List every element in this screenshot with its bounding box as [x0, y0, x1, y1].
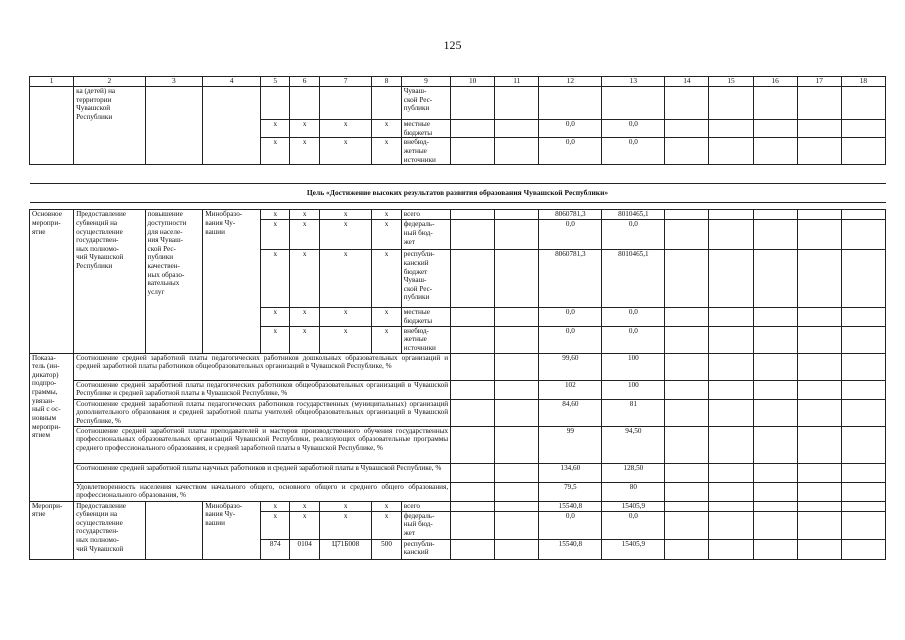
value-cell: 0,0 — [539, 326, 602, 353]
value-cell: 0,0 — [539, 120, 602, 138]
empty-cell — [797, 138, 841, 165]
empty-cell — [709, 250, 753, 308]
value-cell: 99 — [539, 426, 602, 463]
empty-cell — [753, 426, 797, 463]
value-cell: 15540,8 — [539, 539, 602, 559]
empty-cell — [495, 482, 539, 501]
column-number: 1 — [30, 77, 74, 87]
column-number: 9 — [401, 77, 450, 87]
budget-code-cell: x — [261, 138, 290, 165]
empty-cell — [709, 220, 753, 250]
empty-cell — [709, 138, 753, 165]
budget-code-cell: x — [372, 138, 401, 165]
empty-cell — [495, 210, 539, 220]
budget-code-cell: x — [290, 308, 319, 326]
empty-cell — [451, 87, 495, 120]
budget-code-cell: x — [319, 250, 372, 308]
empty-cell — [665, 482, 709, 501]
value-cell: 80 — [602, 482, 665, 501]
budget-code-cell: x — [290, 210, 319, 220]
value-cell: 8010465,1 — [602, 210, 665, 220]
empty-cell — [841, 463, 885, 482]
value-cell: 0,0 — [602, 511, 665, 539]
empty-cell — [495, 308, 539, 326]
empty-cell — [495, 138, 539, 165]
funding-source-cell: местные бюджеты — [401, 308, 450, 326]
empty-cell — [797, 482, 841, 501]
executor-cell: Минобразо- вания Чу- вашии — [203, 210, 261, 353]
column-number: 17 — [797, 77, 841, 87]
executor-cell — [203, 87, 261, 165]
empty-cell — [665, 399, 709, 426]
goal-cell: повышение доступности для населе- ния Чуваш- ской Рес- публики качествен- ных образо- вательных услуг — [145, 210, 203, 353]
column-number: 10 — [451, 77, 495, 87]
column-number: 6 — [290, 77, 319, 87]
spacer — [30, 165, 886, 184]
budget-code-cell: x — [290, 326, 319, 353]
empty-cell — [797, 426, 841, 463]
budget-code-cell: x — [372, 326, 401, 353]
empty-cell — [709, 326, 753, 353]
empty-cell — [709, 463, 753, 482]
empty-cell — [753, 463, 797, 482]
funding-source-cell: внебюд- жетные источники — [401, 138, 450, 165]
empty-cell — [753, 250, 797, 308]
value-cell: 15540,8 — [539, 501, 602, 511]
empty-cell — [665, 501, 709, 511]
funding-source-cell: внебюд- жетные источники — [401, 326, 450, 353]
budget-code-cell: x — [290, 220, 319, 250]
empty-cell — [797, 501, 841, 511]
empty-cell — [451, 120, 495, 138]
empty-cell — [665, 138, 709, 165]
empty-cell — [753, 539, 797, 559]
budget-code-cell: 500 — [372, 539, 401, 559]
budget-code-cell: x — [261, 501, 290, 511]
budget-code-cell: x — [261, 210, 290, 220]
measure-name-cell: ка (детей) на территории Чувашской Республики — [74, 87, 145, 165]
funding-source-cell: республи- канский бюджет Чуваш- ской Рес- публики — [401, 250, 450, 308]
funding-source-cell: Чуваш- ской Рес- публики — [401, 87, 450, 120]
value-cell: 99,60 — [539, 353, 602, 380]
empty-cell — [495, 120, 539, 138]
empty-cell — [495, 326, 539, 353]
empty-cell — [841, 326, 885, 353]
column-number: 11 — [495, 77, 539, 87]
empty-cell — [665, 120, 709, 138]
column-number: 16 — [753, 77, 797, 87]
empty-cell — [709, 399, 753, 426]
empty-cell — [841, 250, 885, 308]
budget-code-cell: x — [319, 138, 372, 165]
empty-cell — [495, 353, 539, 380]
budget-code-cell — [372, 87, 401, 120]
funding-source-cell: всего — [401, 501, 450, 511]
empty-cell — [709, 120, 753, 138]
indicator-row — [30, 463, 886, 482]
empty-cell — [841, 539, 885, 559]
empty-cell — [665, 353, 709, 380]
spacer-row — [30, 203, 886, 210]
empty-cell — [709, 308, 753, 326]
value-cell: 0,0 — [539, 138, 602, 165]
empty-cell — [709, 353, 753, 380]
empty-cell — [797, 399, 841, 426]
empty-cell — [451, 308, 495, 326]
status-cell: Основное меропри- ятие — [30, 210, 74, 353]
funding-source-cell: федераль- ный бюд- жет — [401, 220, 450, 250]
budget-table — [29, 76, 886, 560]
value-cell: 0,0 — [602, 308, 665, 326]
empty-cell — [709, 501, 753, 511]
budget-code-cell: x — [372, 250, 401, 308]
empty-cell — [451, 511, 495, 539]
value-cell — [539, 87, 602, 120]
status-cell — [30, 87, 74, 165]
indicator-text-cell: Соотношение средней заработной платы педагогических работников общеобразовательных организаций в Чувашской Республике и средней заработной платы в Чувашской Республике, % — [74, 380, 451, 399]
empty-cell — [753, 399, 797, 426]
empty-cell — [451, 426, 495, 463]
indicator-text-cell: Соотношение средней заработной платы педагогических работников государственных (муниципальных) организаций дополнительного образования и средней заработной платы учителей общеобразовательных организаций в Чувашской Республике, % — [74, 399, 451, 426]
empty-cell — [797, 380, 841, 399]
value-cell: 15405,9 — [602, 501, 665, 511]
empty-cell — [451, 399, 495, 426]
budget-code-cell: x — [372, 210, 401, 220]
empty-cell — [495, 501, 539, 511]
goal-cell — [145, 501, 203, 559]
column-number: 15 — [709, 77, 753, 87]
funding-source-cell: всего — [401, 210, 450, 220]
empty-cell — [451, 380, 495, 399]
empty-cell — [797, 539, 841, 559]
empty-cell — [797, 210, 841, 220]
empty-cell — [841, 399, 885, 426]
empty-cell — [495, 220, 539, 250]
empty-cell — [841, 138, 885, 165]
budget-code-cell — [261, 87, 290, 120]
empty-cell — [665, 87, 709, 120]
column-number: 7 — [319, 77, 372, 87]
empty-cell — [665, 539, 709, 559]
value-cell: 0,0 — [602, 138, 665, 165]
value-cell: 102 — [539, 380, 602, 399]
value-cell: 8060781,3 — [539, 250, 602, 308]
page-number: 125 — [443, 38, 462, 52]
empty-cell — [753, 308, 797, 326]
empty-cell — [451, 482, 495, 501]
goal-title: Цель «Достижение высоких результатов развития образования Чувашской Республики» — [306, 188, 609, 198]
value-cell: 8060781,3 — [539, 210, 602, 220]
empty-cell — [709, 426, 753, 463]
column-number: 12 — [539, 77, 602, 87]
budget-code-cell: x — [319, 501, 372, 511]
empty-cell — [451, 463, 495, 482]
empty-cell — [665, 326, 709, 353]
spacer — [30, 203, 886, 210]
empty-cell — [797, 120, 841, 138]
empty-cell — [709, 380, 753, 399]
funding-source-cell: местные бюджеты — [401, 120, 450, 138]
empty-cell — [451, 210, 495, 220]
budget-code-cell — [290, 87, 319, 120]
empty-cell — [797, 250, 841, 308]
empty-cell — [451, 326, 495, 353]
empty-cell — [797, 463, 841, 482]
budget-code-cell: x — [261, 120, 290, 138]
budget-code-cell: x — [372, 511, 401, 539]
value-cell: 0,0 — [602, 220, 665, 250]
empty-cell — [665, 463, 709, 482]
column-number: 14 — [665, 77, 709, 87]
budget-code-cell: x — [290, 250, 319, 308]
column-number: 4 — [203, 77, 261, 87]
indicator-text-cell: Соотношение средней заработной платы педагогических работников дошкольных образовательных организаций и средней заработной платы работников общеобразовательных организаций в Чувашской Республике, % — [74, 353, 451, 380]
value-cell: 0,0 — [539, 308, 602, 326]
budget-code-cell: x — [261, 308, 290, 326]
column-number: 8 — [372, 77, 401, 87]
value-cell — [602, 87, 665, 120]
indicator-row — [30, 399, 886, 426]
table-row — [30, 87, 886, 120]
column-number: 18 — [841, 77, 885, 87]
column-number: 13 — [602, 77, 665, 87]
empty-cell — [495, 380, 539, 399]
value-cell: 0,0 — [539, 220, 602, 250]
budget-code-cell: x — [372, 501, 401, 511]
value-cell: 0,0 — [602, 120, 665, 138]
empty-cell — [797, 220, 841, 250]
empty-cell — [797, 353, 841, 380]
empty-cell — [451, 250, 495, 308]
empty-cell — [841, 308, 885, 326]
empty-cell — [495, 87, 539, 120]
funding-source-cell: республи- канский — [401, 539, 450, 559]
empty-cell — [495, 426, 539, 463]
empty-cell — [709, 539, 753, 559]
empty-cell — [495, 539, 539, 559]
empty-cell — [753, 210, 797, 220]
empty-cell — [797, 87, 841, 120]
empty-cell — [753, 326, 797, 353]
value-cell: 94,50 — [602, 426, 665, 463]
empty-cell — [451, 138, 495, 165]
budget-code-cell: x — [261, 250, 290, 308]
indicator-row — [30, 426, 886, 463]
measure-name-cell: Предоставление субвенции на осуществление государствен- ных полномо- чий Чувашской — [74, 501, 145, 559]
empty-cell — [841, 353, 885, 380]
value-cell: 81 — [602, 399, 665, 426]
funding-source-cell: федераль- ный бюд- жет — [401, 511, 450, 539]
empty-cell — [841, 120, 885, 138]
budget-code-cell: x — [290, 511, 319, 539]
budget-code-cell: x — [319, 511, 372, 539]
budget-code-cell: x — [261, 220, 290, 250]
empty-cell — [753, 120, 797, 138]
budget-code-cell: 874 — [261, 539, 290, 559]
budget-code-cell: x — [319, 220, 372, 250]
indicator-label-cell: Показа- тель (ин- дикатор) подпро- граммы, увязан- ный с ос- новным меропри- ятием — [30, 353, 74, 501]
empty-cell — [841, 482, 885, 501]
empty-cell — [797, 511, 841, 539]
empty-cell — [753, 138, 797, 165]
budget-code-cell: x — [372, 120, 401, 138]
budget-code-cell: x — [319, 308, 372, 326]
empty-cell — [665, 308, 709, 326]
budget-code-cell: x — [290, 501, 319, 511]
empty-cell — [665, 250, 709, 308]
empty-cell — [709, 511, 753, 539]
value-cell: 134,60 — [539, 463, 602, 482]
empty-cell — [451, 353, 495, 380]
spacer-row — [30, 165, 886, 184]
budget-code-cell: x — [261, 511, 290, 539]
goal-cell — [145, 87, 203, 165]
empty-cell — [753, 380, 797, 399]
value-cell: 0,0 — [602, 326, 665, 353]
empty-cell — [495, 250, 539, 308]
empty-cell — [495, 463, 539, 482]
column-number: 3 — [145, 77, 203, 87]
empty-cell — [665, 220, 709, 250]
empty-cell — [753, 482, 797, 501]
empty-cell — [709, 210, 753, 220]
empty-cell — [797, 308, 841, 326]
budget-code-cell: Ц71Б008 — [319, 539, 372, 559]
column-number-row — [30, 77, 886, 87]
empty-cell — [753, 511, 797, 539]
empty-cell — [495, 511, 539, 539]
empty-cell — [665, 426, 709, 463]
budget-code-cell: x — [319, 210, 372, 220]
empty-cell — [841, 220, 885, 250]
budget-code-cell: x — [372, 220, 401, 250]
value-cell: 84,60 — [539, 399, 602, 426]
empty-cell — [841, 380, 885, 399]
value-cell: 100 — [602, 380, 665, 399]
empty-cell — [451, 501, 495, 511]
empty-cell — [665, 210, 709, 220]
indicator-row — [30, 482, 886, 501]
budget-code-cell: x — [372, 308, 401, 326]
empty-cell — [665, 511, 709, 539]
status-cell: Меропри- ятие — [30, 501, 74, 559]
measure-name-cell: Предоставление субвенций на осуществление государствен- ных полномо- чий Чувашской Республики — [74, 210, 145, 353]
column-number: 2 — [74, 77, 145, 87]
budget-code-cell: x — [290, 120, 319, 138]
empty-cell — [841, 210, 885, 220]
budget-code-cell: x — [319, 326, 372, 353]
empty-cell — [841, 426, 885, 463]
indicator-row — [30, 380, 886, 399]
empty-cell — [495, 399, 539, 426]
empty-cell — [709, 87, 753, 120]
empty-cell — [753, 353, 797, 380]
budget-code-cell: 0104 — [290, 539, 319, 559]
goal-title-row — [30, 184, 886, 203]
empty-cell — [797, 326, 841, 353]
executor-cell: Минобразо- вания Чу- вашии — [203, 501, 261, 559]
indicator-row — [30, 353, 886, 380]
value-cell: 8010465,1 — [602, 250, 665, 308]
indicator-text-cell: Соотношение средней заработной платы научных работников и средней заработной платы в Чувашской Республике, % — [74, 463, 451, 482]
table-row — [30, 501, 886, 511]
empty-cell — [841, 87, 885, 120]
empty-cell — [451, 539, 495, 559]
value-cell: 100 — [602, 353, 665, 380]
value-cell: 0,0 — [539, 511, 602, 539]
empty-cell — [841, 511, 885, 539]
empty-cell — [841, 501, 885, 511]
budget-code-cell: x — [319, 120, 372, 138]
value-cell: 15405,9 — [602, 539, 665, 559]
empty-cell — [753, 501, 797, 511]
budget-code-cell — [319, 87, 372, 120]
empty-cell — [665, 380, 709, 399]
table-row — [30, 210, 886, 220]
value-cell: 79,5 — [539, 482, 602, 501]
budget-code-cell: x — [290, 138, 319, 165]
indicator-text-cell: Удовлетворенность населения качеством начального общего, основного общего и среднего общего образования, профессионального образования, % — [74, 482, 451, 501]
budget-code-cell: x — [261, 326, 290, 353]
indicator-text-cell: Соотношение средней заработной платы преподавателей и мастеров производственного обучения государственных профессиональных образовательных организаций Чувашской Республики, реализующих образовательные программы среднего профессионального образования, и средней заработной платы в Чувашской Республике, % — [74, 426, 451, 463]
empty-cell — [451, 220, 495, 250]
empty-cell — [753, 220, 797, 250]
column-number: 5 — [261, 77, 290, 87]
value-cell: 128,50 — [602, 463, 665, 482]
empty-cell — [753, 87, 797, 120]
empty-cell — [709, 482, 753, 501]
